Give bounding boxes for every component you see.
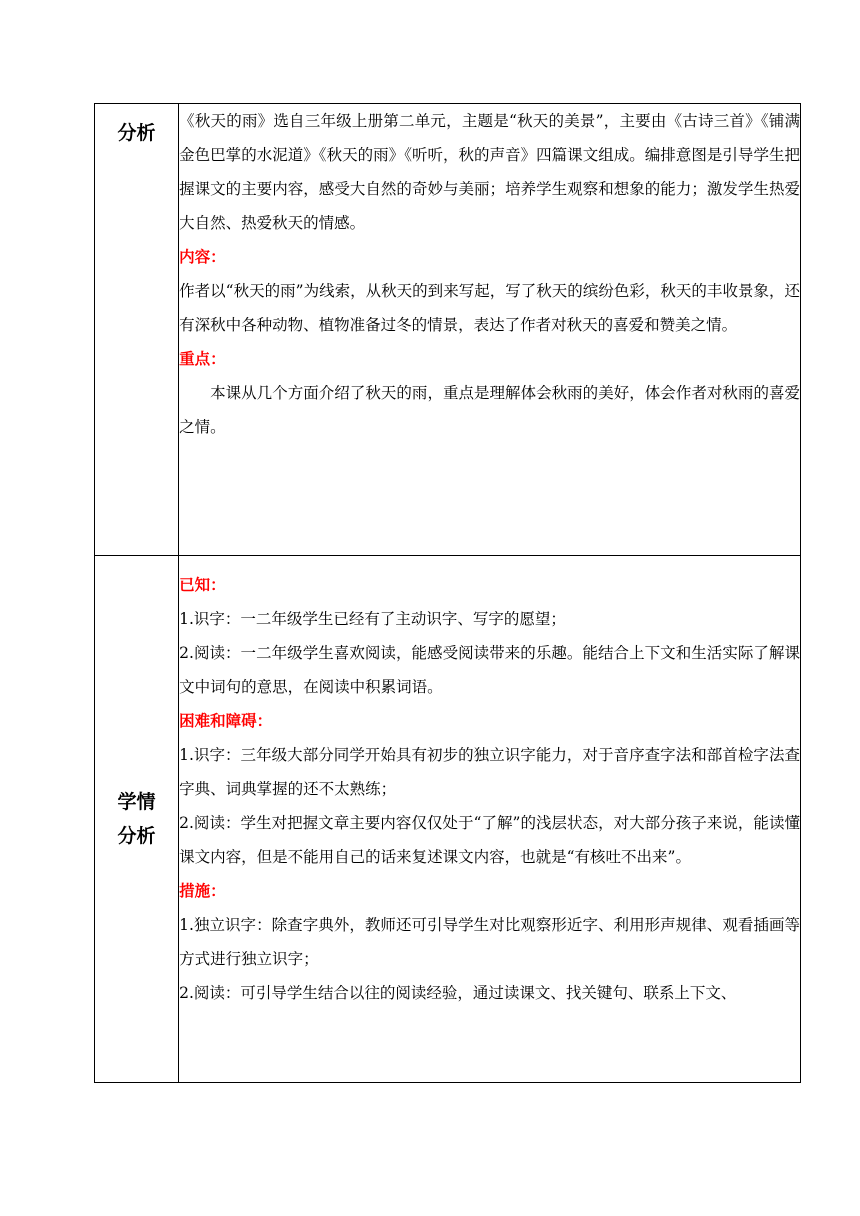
row-content-student-analysis <box>179 556 801 1083</box>
section-heading-measures: 措施： <box>179 882 226 900</box>
row-label-analysis <box>95 104 179 556</box>
measure-item-reading: 2.阅读：可引导学生结合以往的阅读经验，通过读课文、找关键句、联系上下文、 <box>179 984 737 1002</box>
intro-paragraph: 《秋天的雨》选自三年级上册第二单元，主题是“秋天的美景”，主要由《古诗三首》《铺满金色巴掌的水泥道》《秋天的雨》《听听，秋的声音》四篇课文组成。编排意图是引导学生把握课文的主要内容，感受大自然的奇妙与美丽；培养学生观察和想象的能力；激发学生热爱大自然、热爱秋天的情感。 <box>179 112 800 232</box>
lesson-analysis-table <box>94 103 801 1083</box>
table-row <box>95 104 801 556</box>
row-label-student-analysis <box>95 556 179 1083</box>
measure-item-literacy: 1.独立识字：除查字典外，教师还可引导学生对比观察形近字、利用形声规律、观看插画等方式进行独立识字； <box>179 916 800 968</box>
row-label-line: 分析 <box>117 122 156 144</box>
row-label-line: 学情 <box>117 791 156 813</box>
section-heading-content: 内容： <box>179 248 226 266</box>
row-content-analysis <box>179 104 801 556</box>
row-label-line: 分析 <box>117 825 156 847</box>
table-row <box>95 556 801 1083</box>
known-item-reading: 2.阅读：一二年级学生喜欢阅读，能感受阅读带来的乐趣。能结合上下文和生活实际了解课文中词句的意思，在阅读中积累词语。 <box>179 644 800 696</box>
section-heading-known: 已知： <box>179 576 226 594</box>
content-paragraph: 作者以“秋天的雨”为线索，从秋天的到来写起，写了秋天的缤纷色彩，秋天的丰收景象，还有深秋中各种动物、植物准备过冬的情景，表达了作者对秋天的喜爱和赞美之情。 <box>179 282 800 334</box>
student-analysis-body <box>179 568 800 1082</box>
difficulty-item-reading: 2.阅读：学生对把握文章主要内容仅仅处于“了解”的浅层状态，对大部分孩子来说，能读懂课文内容，但是不能用自己的话来复述课文内容，也就是“有核吐不出来”。 <box>179 814 800 866</box>
known-item-literacy: 1.识字：一二年级学生已经有了主动识字、写字的愿望； <box>179 610 566 628</box>
key-point-paragraph: 本课从几个方面介绍了秋天的雨，重点是理解体会秋雨的美好，体会作者对秋雨的喜爱之情。 <box>179 384 800 436</box>
difficulty-item-literacy: 1.识字：三年级大部分同学开始具有初步的独立识字能力，对于音序查字法和部首检字法查字典、词典掌握的还不太熟练； <box>179 746 800 798</box>
section-heading-difficulties: 困难和障碍： <box>179 712 273 730</box>
section-heading-key-point: 重点： <box>179 350 226 368</box>
